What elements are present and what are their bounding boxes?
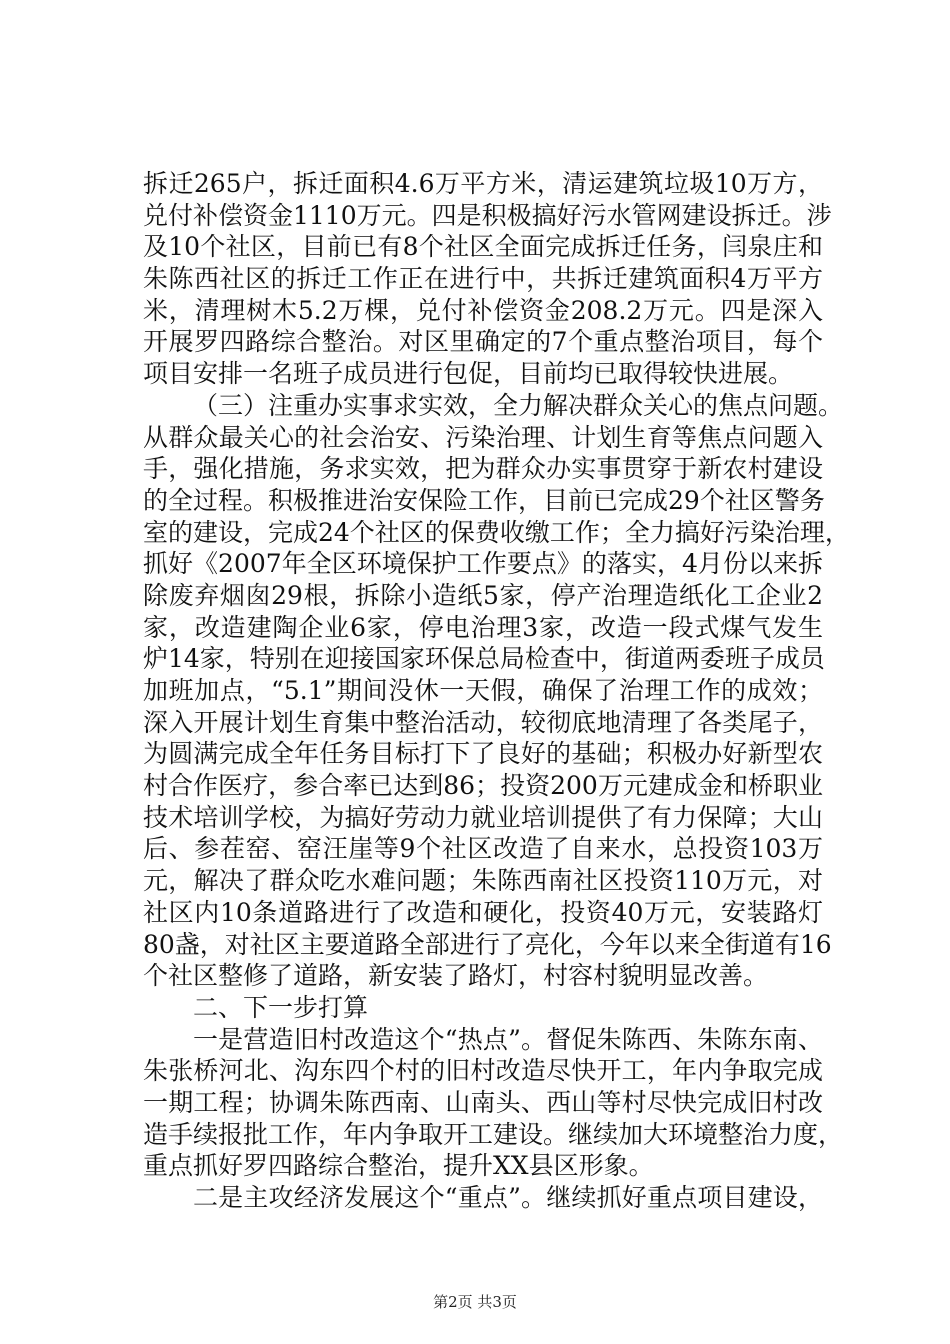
- text-line: 后、参茬窑、窑汪崖等9个社区改造了自来水，总投资103万: [143, 834, 823, 864]
- text-line: 元，解决了群众吃水难问题；朱陈西南社区投资110万元，对: [143, 866, 823, 896]
- text-line: 加班加点，“5.1”期间没休一天假，确保了治理工作的成效；: [143, 676, 823, 705]
- text-line: 抓好《2007年全区环境保护工作要点》的落实，4月份以来拆: [143, 549, 823, 579]
- text-line: 一是营造旧村改造这个“热点”。督促朱陈西、朱陈东南、: [193, 1024, 823, 1054]
- text-line: 兑付补偿资金1110万元。四是积极搞好污水管网建设拆迁。涉: [143, 200, 832, 230]
- text-line: 二、下一步打算: [193, 992, 369, 1022]
- text-line: 个社区整修了道路，新安装了路灯，村容村貌明显改善。: [143, 961, 769, 991]
- page-footer: 第2页 共3页: [433, 1293, 517, 1311]
- text-line: 开展罗四路综合整治。对区里确定的7个重点整治项目，每个: [143, 327, 823, 357]
- text-line: 炉14家，特别在迎接国家环保总局检查中，街道两委班子成员: [143, 644, 825, 674]
- text-line: （三）注重办实事求实效，全力解决群众关心的焦点问题。: [193, 390, 844, 420]
- text-line: 朱陈西社区的拆迁工作正在进行中，共拆迁建筑面积4万平方: [143, 264, 823, 294]
- text-line: 室的建设，完成24个社区的保费收缴工作；全力搞好污染治理，: [143, 517, 850, 547]
- text-line: 从群众最关心的社会治安、污染治理、计划生育等焦点问题入: [143, 422, 823, 452]
- text-line: 拆迁265户，拆迁面积4.6万平方米，清运建筑垃圾10万方，: [143, 169, 823, 198]
- document-body: [143, 168, 850, 1214]
- text-line: 项目安排一名班子成员进行包促，目前均已取得较快进展。: [143, 359, 794, 389]
- text-line: 的全过程。积极推进治安保险工作，目前已完成29个社区警务: [143, 485, 825, 515]
- text-line: 家，改造建陶企业6家，停电治理3家，改造一段式煤气发生: [143, 612, 823, 642]
- text-line: 朱张桥河北、沟东四个村的旧村改造尽快开工，年内争取完成: [143, 1056, 823, 1086]
- text-line: 二是主攻经济发展这个“重点”。继续抓好重点项目建设，: [193, 1183, 823, 1212]
- text-line: 技术培训学校，为搞好劳动力就业培训提供了有力保障；大山: [143, 802, 823, 832]
- text-line: 米，清理树木5.2万棵，兑付补偿资金208.2万元。四是深入: [143, 295, 823, 325]
- text-line: 及10个社区，目前已有8个社区全面完成拆迁任务，闫泉庄和: [143, 232, 823, 262]
- text-line: 除废弃烟囱29根，拆除小造纸5家，停产治理造纸化工企业2: [143, 580, 823, 610]
- text-line: 一期工程；协调朱陈西南、山南头、西山等村尽快完成旧村改: [143, 1087, 823, 1117]
- text-line: 手，强化措施，务求实效，把为群众办实事贯穿于新农村建设: [143, 454, 823, 484]
- text-line: 深入开展计划生育集中整治活动，较彻底地清理了各类尾子，: [143, 707, 823, 737]
- text-line: 造手续报批工作，年内争取开工建设。继续加大环境整治力度，: [143, 1119, 844, 1149]
- text-line: 重点抓好罗四路综合整治，提升XX县区形象。: [143, 1151, 654, 1181]
- text-line: 社区内10条道路进行了改造和硬化，投资40万元，安装路灯: [143, 897, 823, 927]
- text-line: 为圆满完成全年任务目标打下了良好的基础；积极办好新型农: [143, 739, 823, 769]
- text-line: 村合作医疗，参合率已达到86；投资200万元建成金和桥职业: [143, 771, 823, 801]
- text-line: 80盏，对社区主要道路全部进行了亮化，今年以来全街道有16: [143, 929, 832, 959]
